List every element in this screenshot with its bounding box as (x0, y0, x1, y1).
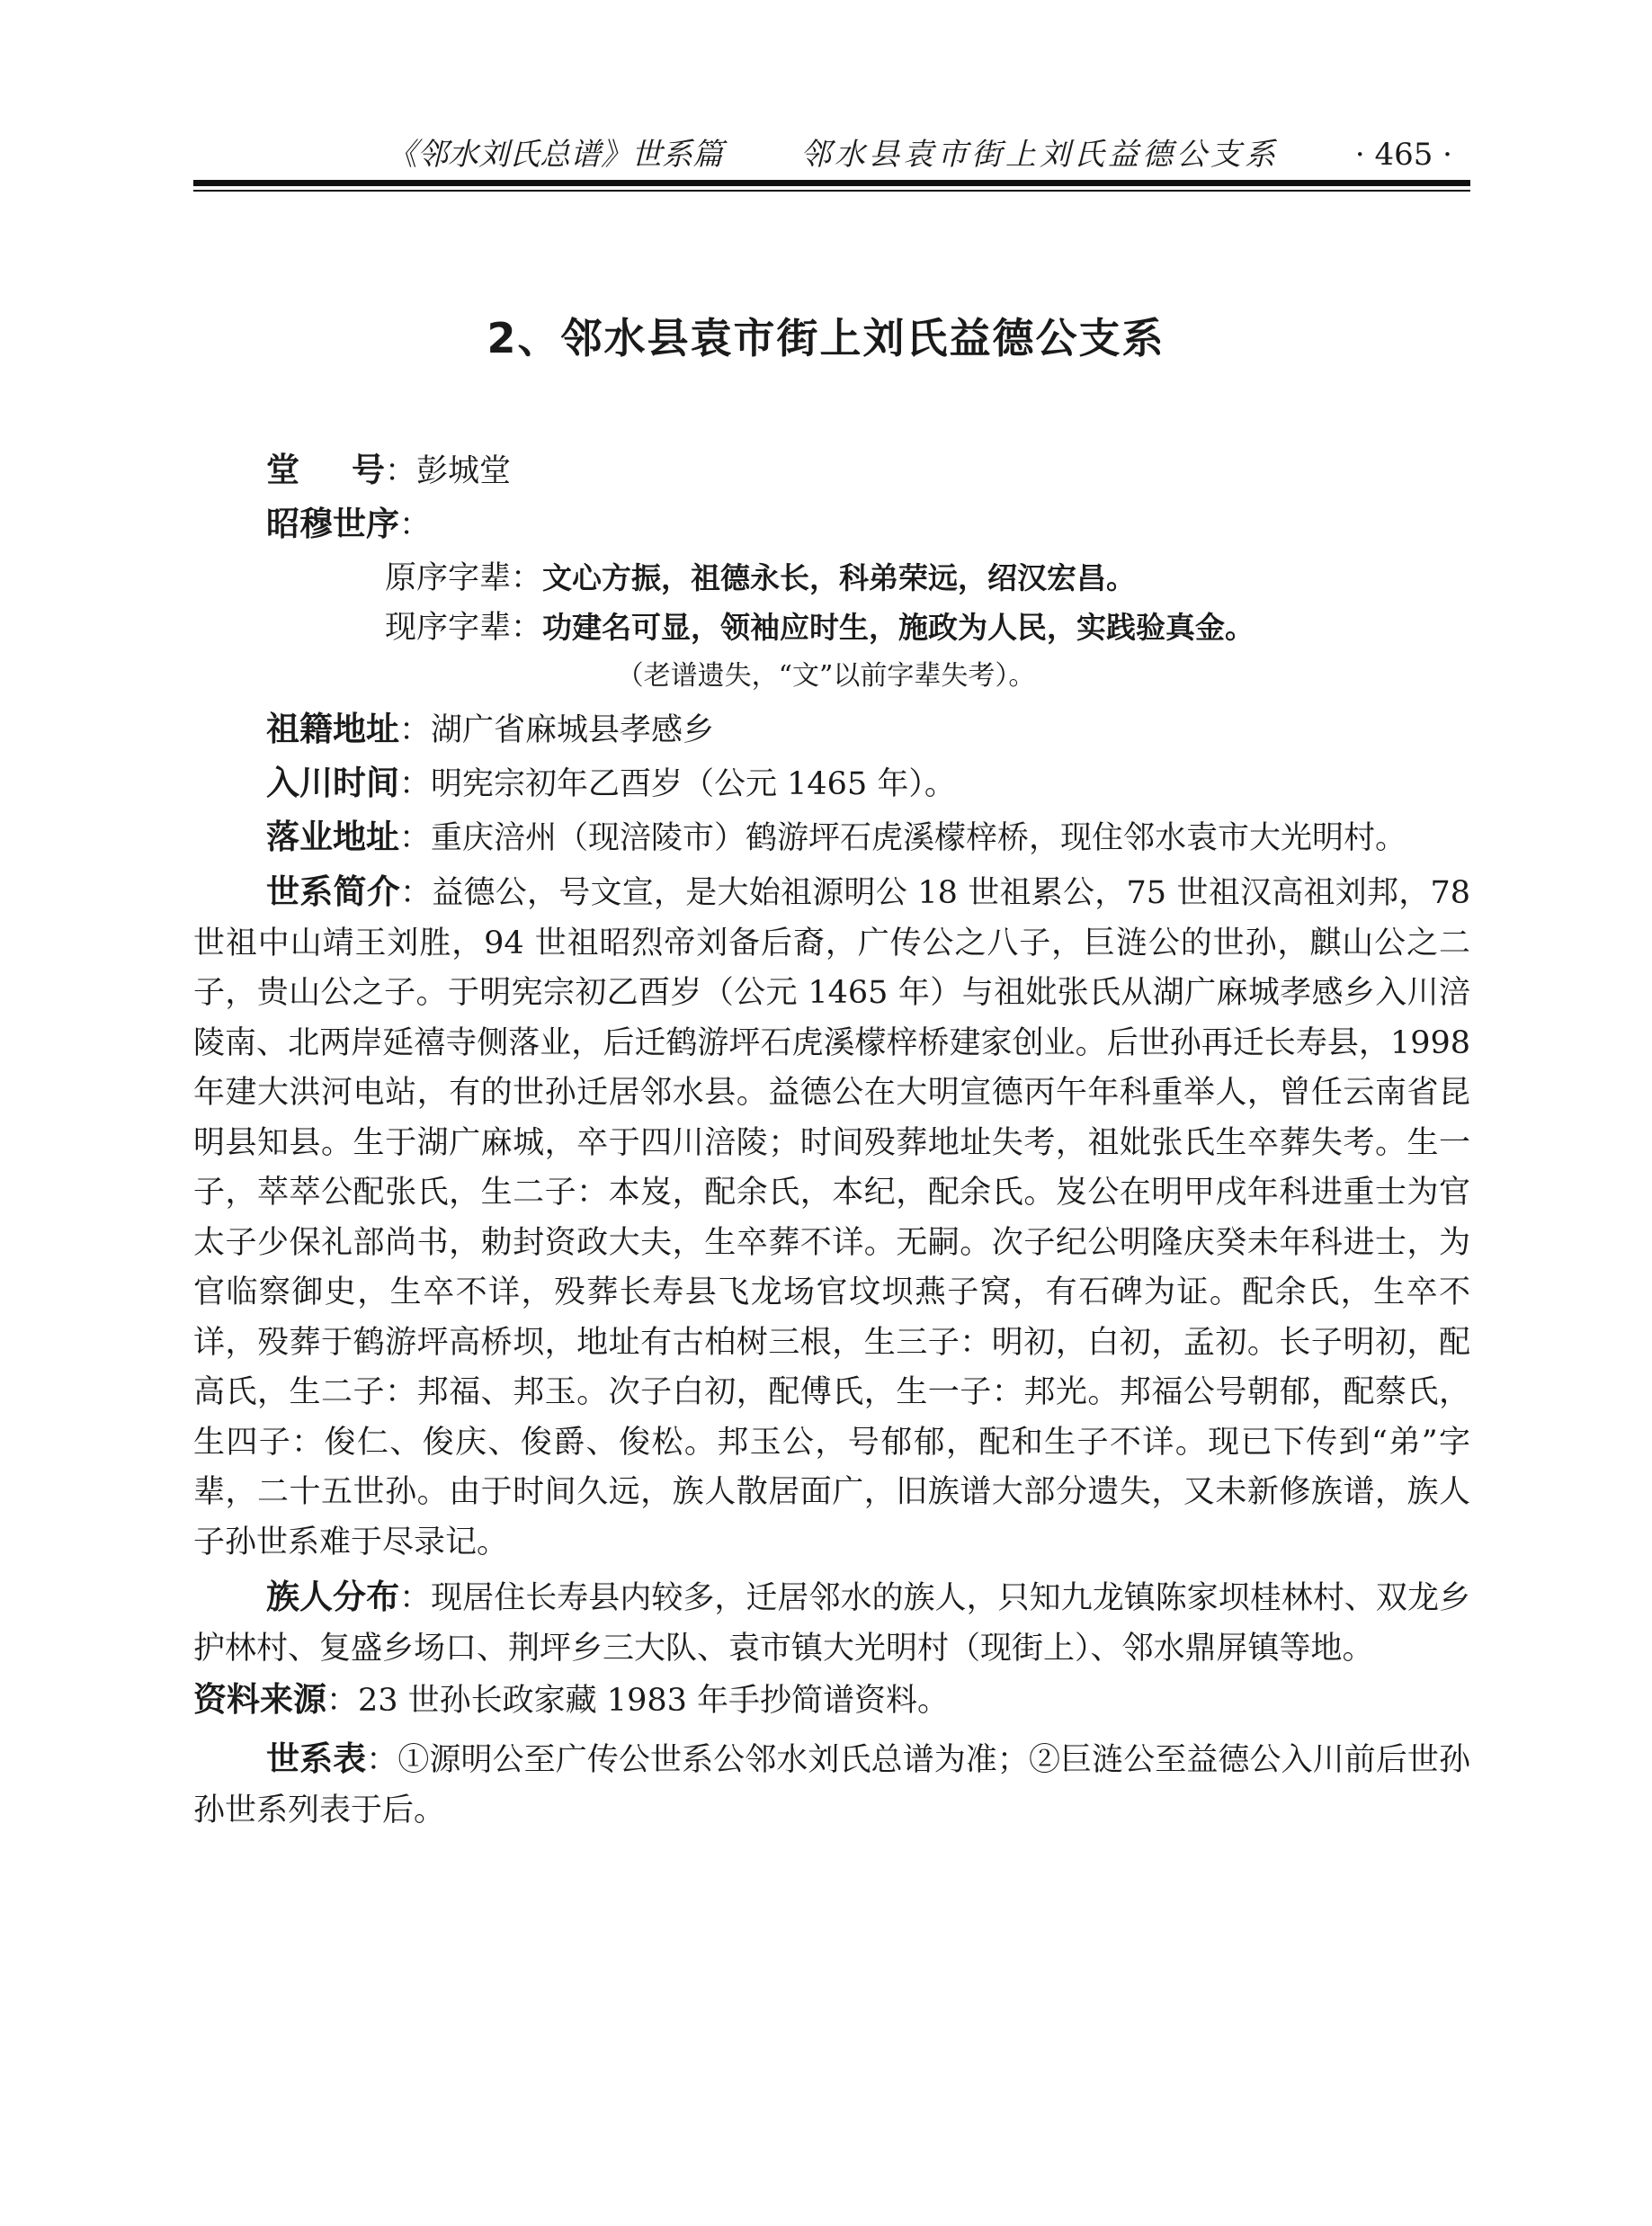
lineage-intro-colon: ： (400, 875, 433, 911)
entry-time-value: 明宪宗初年乙酉岁（公元 1465 年）。 (431, 766, 956, 802)
clan-distribution-colon: ： (399, 1580, 432, 1616)
lineage-table-colon: ： (366, 1742, 398, 1778)
ancestral-home-label: 祖籍地址 (266, 710, 399, 748)
lineage-table-label: 世系表 (266, 1739, 367, 1778)
generation-order-field (266, 502, 431, 548)
clan-distribution-text: 现居住长寿县内较多，迁居邻水的族人，只知九龙镇陈家坝桂林村、双龙乡护林村、复盛乡场口、荆坪乡三大队、袁市镇大光明村（现街上）、邻水鼎屏镇等地。 (193, 1580, 1470, 1667)
hall-name-label-last: 号 (352, 451, 385, 489)
generation-order-label: 昭穆世序 (266, 505, 399, 543)
header-book-title: 《邻水刘氏总谱》世系篇 (387, 137, 723, 173)
lineage-intro-text: 益德公，号文宣，是大始祖源明公 18 世祖累公，75 世祖汉高祖刘邦，78 世祖中山靖王刘胜，94 世祖昭烈帝刘备后裔，广传公之八子，巨涟公的世孙，麒山公之二子，贵山公之子。于明宪宗初乙酉岁（公元 1465 年）与祖妣张氏从湖广麻城孝感乡入川涪陵南、北两岸延禧寺侧落业，后迁鹤游坪石虎溪檬梓桥建家创业。后世孙再迁长寿县，1998 年建大洪河电站，有的世孙迁居邻水县。益德公在大明宣德丙午年科重举人，曾任云南省昆明县知县。生于湖广麻城，卒于四川涪陵；时间殁葬地址失考，祖妣张氏生卒葬失考。生一子，萃萃公配张氏，生二子：本岌，配余氏，本纪，配余氏。岌公在明甲戌年科进重士为官太子少保礼部尚书，勅封资政大夫，生卒葬不详。无嗣。次子纪公明隆庆癸未年科进士，为官临察御史，生卒不详，殁葬长寿县飞龙场官坟坝燕子窝，有石碑为证。配余氏，生卒不详，殁葬于鹤游坪高桥坝，地址有古柏树三根，生三子：明初，白初，孟初。长子明初，配高氏，生二子：邦福、邦玉。次子白初，配傅氏，生一子：邦光。邦福公号朝郁，配蔡氏，生四子：俊仁、俊庆、俊爵、俊松。邦玉公，号郁郁，配和生子不详。现已下传到“弟”字辈，二十五世孙。由于时间久远，族人散居面广，旧族谱大部分遗失，又未新修族谱，族人子孙世系难于尽录记。 (193, 875, 1470, 1560)
source-label: 资料来源 (193, 1680, 326, 1719)
settlement-value: 重庆涪州（现涪陵市）鹤游坪石虎溪檬梓桥，现住邻水袁市大光明村。 (431, 820, 1407, 856)
entry-time-field (266, 761, 956, 807)
original-generation-label: 原序字辈： (385, 560, 543, 596)
settlement-colon: ： (399, 820, 432, 856)
page-title: 2、邻水县袁市街上刘氏益德公支系 (487, 314, 1165, 362)
lineage-intro-paragraph (193, 867, 1470, 1568)
generation-order-colon: ： (399, 507, 432, 543)
header-rule-thin (193, 190, 1470, 192)
lineage-table-paragraph (193, 1734, 1470, 1836)
hall-name-value: 彭城堂 (416, 453, 512, 489)
running-header (193, 135, 1470, 175)
entry-time-colon: ： (399, 766, 432, 802)
hall-name-colon: ： (385, 453, 417, 489)
current-generation-row (385, 605, 1255, 650)
lineage-table-text: ①源明公至广传公世系公邻水刘氏总谱为准；②巨涟公至益德公入川前后世孙孙世系列表于后。 (193, 1742, 1470, 1828)
original-generation-value: 文心方振，祖德永长，科弟荣远，绍汉宏昌。 (542, 560, 1137, 595)
ancestral-home-value: 湖广省麻城县孝感乡 (431, 712, 715, 748)
settlement-label: 落业地址 (266, 818, 399, 856)
generation-note: （老谱遗失，“文”以前字辈失考）。 (616, 660, 1036, 692)
source-paragraph (193, 1675, 1470, 1727)
current-generation-label: 现序字辈： (385, 610, 543, 646)
hall-name-label (266, 451, 385, 489)
clan-distribution-paragraph (193, 1572, 1470, 1674)
header-section-title: 邻水县袁市街上刘氏益德公支系 (800, 137, 1279, 173)
original-generation-row (385, 556, 1136, 601)
hall-name-field (266, 448, 511, 494)
settlement-field (266, 815, 1406, 861)
lineage-intro-label: 世系简介 (266, 872, 400, 911)
ancestral-home-field (266, 707, 714, 753)
clan-distribution-label: 族人分布 (266, 1578, 400, 1616)
entry-time-label: 入川时间 (266, 764, 399, 802)
current-generation-value: 功建名可显，领袖应时生，施政为人民，实践验真金。 (542, 610, 1255, 645)
ancestral-home-colon: ： (399, 712, 432, 748)
source-text: 23 世孙长政家藏 1983 年手抄简谱资料。 (358, 1683, 950, 1719)
hall-name-label-first: 堂 (266, 451, 352, 489)
header-rule-thick (193, 180, 1470, 186)
source-colon: ： (326, 1683, 359, 1719)
page-number: · 465 · (1354, 137, 1452, 173)
